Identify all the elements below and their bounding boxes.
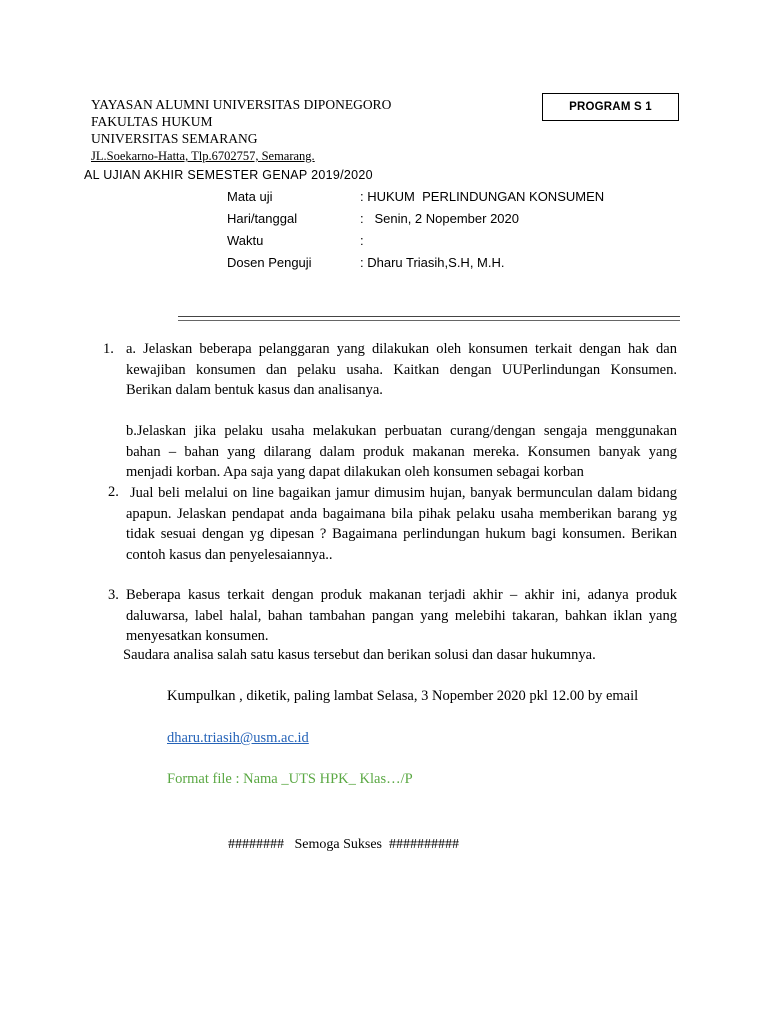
question-3-line: daluwarsa, label halal, bahan tambahan pangan yang melebihi takaran, bahkan iklan yang	[126, 607, 677, 624]
question-1b-line: bahan – bahan yang dilarang dalam produk makanan mereka. Konsumen banyak yang	[126, 443, 677, 460]
header-foundation: YAYASAN ALUMNI UNIVERSITAS DIPONEGORO	[91, 97, 392, 112]
header-faculty: FAKULTAS HUKUM	[91, 114, 213, 129]
mata-uji-value: : HUKUM PERLINDUNGAN KONSUMEN	[360, 189, 605, 204]
question-2-line: contoh kasus dan penyelesaiannya..	[126, 546, 333, 563]
format-file-note: Format file : Nama _UTS HPK_ Klas…/P	[167, 771, 413, 787]
waktu-value: :	[360, 233, 364, 248]
question-1b	[126, 421, 677, 483]
hari-tanggal-value: : Senin, 2 Nopember 2020	[360, 211, 519, 226]
question-1a	[126, 339, 677, 401]
question-3-line: menyesatkan konsumen.	[126, 628, 269, 644]
question-3	[126, 585, 677, 647]
question-2	[126, 483, 677, 565]
closing-message: ######## Semoga Sukses ##########	[228, 837, 459, 852]
dosen-value: : Dharu Triasih,S.H, M.H.	[360, 255, 505, 270]
question-3-instruction: Saudara analisa salah satu kasus tersebut dan berikan solusi dan dasar hukumnya.	[123, 647, 596, 663]
header-university: UNIVERSITAS SEMARANG	[91, 131, 258, 146]
question-2-line: apapun. Jelaskan pendapat anda bagaimana bila pihak pelaku usaha memberikan barang yg	[126, 505, 677, 522]
mata-uji-label: Mata uji	[227, 189, 273, 204]
question-1-number: 1.	[103, 341, 114, 357]
question-3-number: 3.	[108, 587, 119, 603]
email-link[interactable]: dharu.triasih@usm.ac.id	[167, 730, 309, 746]
question-2-number: 2.	[108, 484, 119, 500]
question-1b-line: b.Jelaskan jika pelaku usaha melakukan perbuatan curang/dengan sengaja menggunakan	[126, 423, 677, 439]
waktu-label: Waktu	[227, 233, 264, 248]
program-box	[542, 93, 679, 121]
header-address: JL.Soekarno-Hatta, Tlp.6702757, Semarang.	[91, 149, 315, 163]
question-1b-line: menjadi korban. Apa saja yang dapat dilakukan oleh konsumen sebagai korban	[126, 464, 584, 480]
question-3-line: Beberapa kasus terkait dengan produk makanan terjadi akhir – akhir ini, adanya produk	[126, 587, 677, 603]
question-1a-line: kewajiban konsumen dan pelaku usaha. Kaitkan dengan UUPerlindungan Konsumen.	[126, 361, 677, 378]
divider-line-bottom	[178, 320, 680, 321]
submission-instruction: Kumpulkan , diketik, paling lambat Selasa, 3 Nopember 2020 pkl 12.00 by email	[167, 688, 639, 704]
program-label: PROGRAM S 1	[569, 101, 652, 113]
dosen-label: Dosen Penguji	[227, 255, 312, 270]
question-2-line: tidak sesuai dengan yg dipesan ? Bagaimana perlindungan hukum bagi konsumen. Berikan	[126, 526, 677, 542]
question-2-line: Jual beli melalui on line bagaikan jamur dimusim hujan, banyak bermunculan dalam bidang	[130, 485, 677, 501]
hari-tanggal-label: Hari/tanggal	[227, 211, 298, 226]
divider-line-top	[178, 316, 680, 317]
question-1a-line: a. Jelaskan beberapa pelanggaran yang dilakukan oleh konsumen terkait dengan hak dan	[126, 341, 677, 357]
exam-title: AL UJIAN AKHIR SEMESTER GENAP 2019/2020	[84, 168, 373, 182]
question-1a-line: Berikan dalam bentuk kasus dan analisanya.	[126, 382, 383, 398]
